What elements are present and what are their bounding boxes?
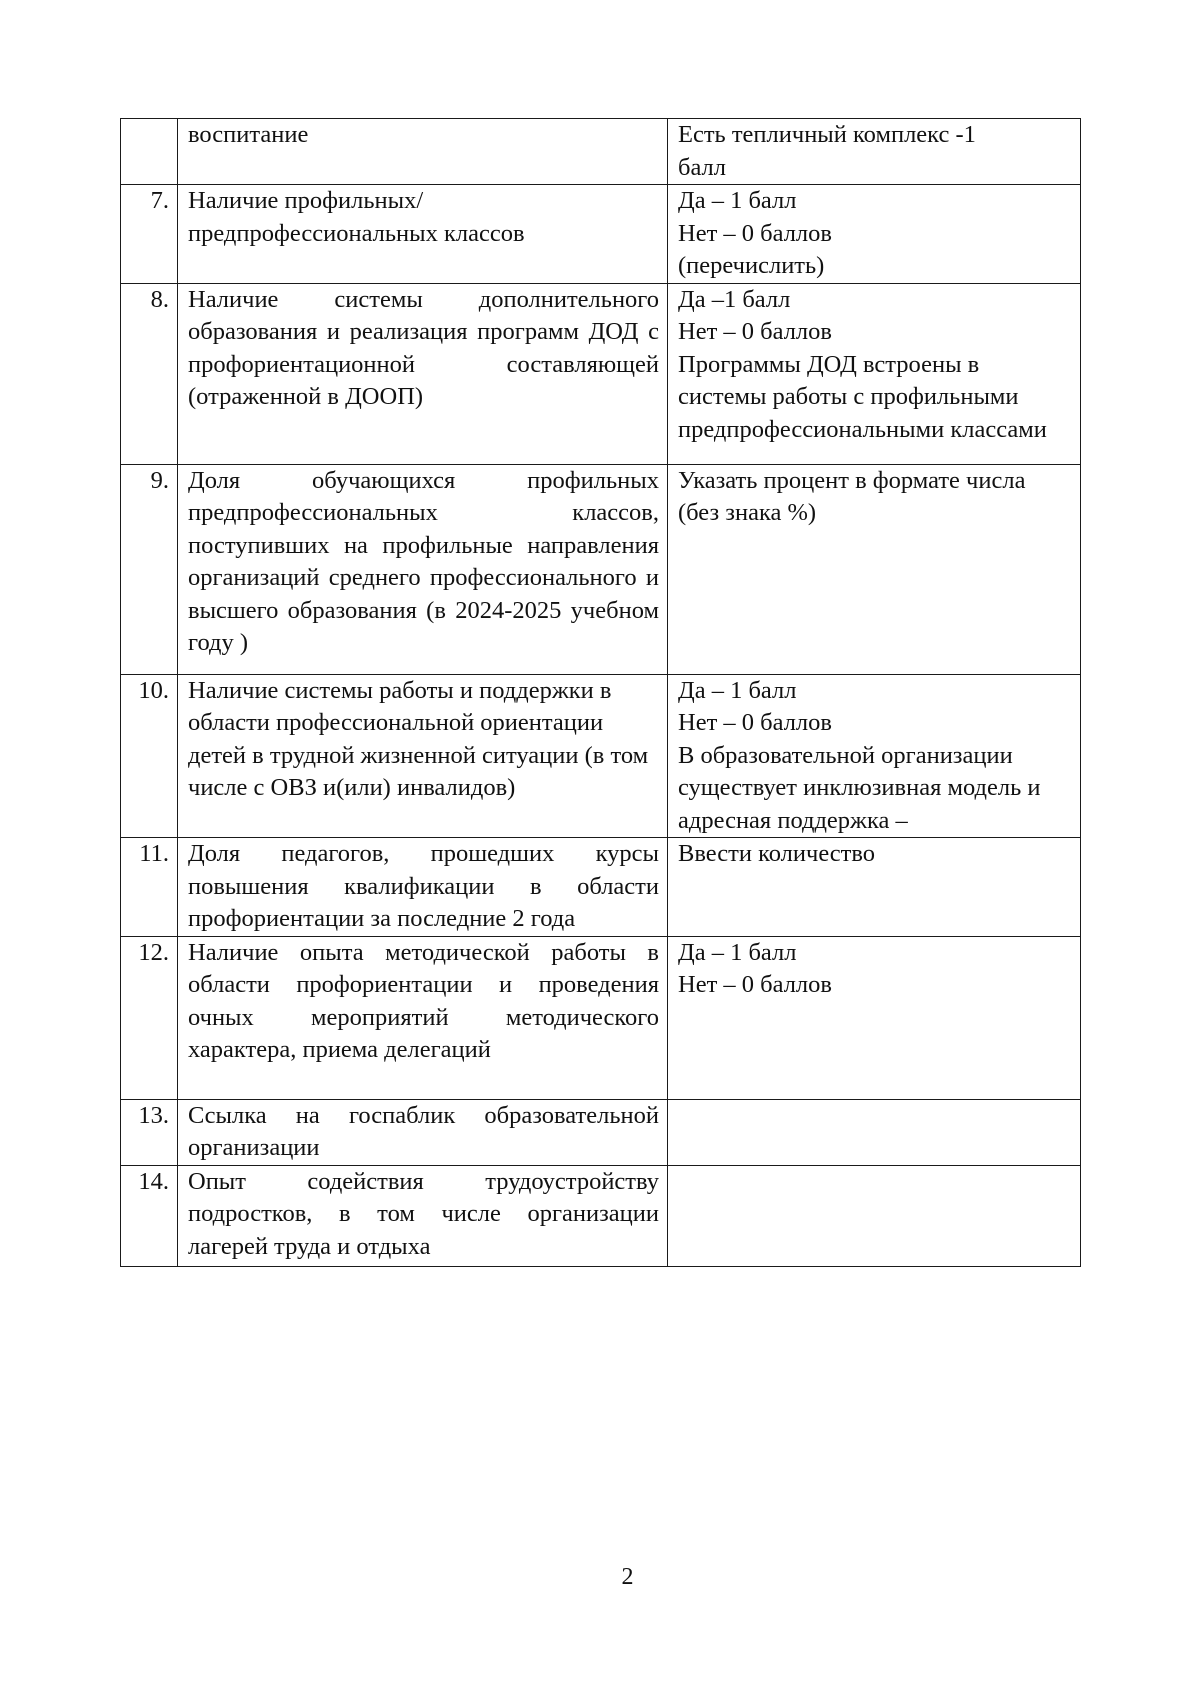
table-row	[121, 936, 1081, 1099]
value-line: Нет – 0 баллов	[678, 219, 832, 247]
table-row	[121, 838, 1081, 937]
criterion-value	[668, 674, 1081, 838]
criterion-value	[668, 119, 1081, 185]
value-line: В образовательной организации существует инклюзивная модель и адресная поддержка –	[678, 741, 1047, 834]
criterion-name: воспитание	[178, 119, 668, 185]
criterion-name: Наличие опыта методической работы в области профориентации и проведения очных мероприятий методического характера, приема делегаций	[178, 936, 668, 1099]
value-line: Указать процент в формате числа (без знака %)	[678, 466, 1032, 526]
table-row	[121, 464, 1081, 674]
table-row	[121, 674, 1081, 838]
value-line: Нет – 0 баллов	[678, 971, 832, 998]
criterion-name: Опыт содействия трудоустройству подростков, в том числе организации лагерей труда и отдыха	[178, 1165, 668, 1266]
value-line: балл	[678, 153, 727, 181]
row-number: 11.	[121, 838, 178, 937]
row-number	[121, 119, 178, 185]
criterion-name: Наличие профильных/ предпрофессиональных классов	[178, 185, 668, 284]
criterion-name: Наличие системы дополнительного образования и реализация программ ДОД с профориентационной составляющей (отраженной в ДООП)	[178, 283, 668, 464]
criterion-value	[668, 838, 1081, 937]
row-number: 13.	[121, 1099, 178, 1165]
criterion-value	[668, 936, 1081, 1099]
row-number: 9.	[121, 464, 178, 674]
value-line: (перечислить)	[678, 252, 825, 279]
value-line: Есть тепличный комплекс -1	[678, 121, 976, 148]
criterion-value	[668, 1099, 1081, 1165]
criterion-value	[668, 464, 1081, 674]
page-number: 2	[621, 1564, 634, 1590]
table-row	[121, 185, 1081, 284]
row-number: 10.	[121, 674, 178, 838]
table-row	[121, 1165, 1081, 1266]
criterion-name: Доля обучающихся профильных предпрофессиональных классов, поступивших на профильные направления организаций среднего профессионального и высшего образования (в 2024-2025 учебном году )	[178, 464, 668, 674]
row-number: 14.	[121, 1165, 178, 1266]
row-number: 7.	[121, 185, 178, 284]
criterion-name: Доля педагогов, прошедших курсы повышения квалификации в области профориентации за последние 2 года	[178, 838, 668, 937]
criterion-value	[668, 283, 1081, 464]
criterion-value	[668, 185, 1081, 284]
value-line: Да –1 балл	[678, 285, 791, 313]
row-number: 12.	[121, 936, 178, 1099]
table-row	[121, 283, 1081, 464]
criterion-name: Наличие системы работы и поддержки в области профессиональной ориентации детей в трудной жизненной ситуации (в том числе с ОВЗ и(или) инвалидов)	[178, 674, 668, 838]
value-line: Да – 1 балл	[678, 676, 797, 704]
row-number: 8.	[121, 283, 178, 464]
value-line: Нет – 0 баллов	[678, 709, 832, 736]
value-line: Да – 1 балл	[678, 187, 797, 214]
criterion-value	[668, 1165, 1081, 1266]
value-line: Да – 1 балл	[678, 938, 797, 966]
value-line: Нет – 0 баллов	[678, 318, 832, 345]
table-row	[121, 119, 1081, 185]
criterion-name: Ссылка на госпаблик образовательной организации	[178, 1099, 668, 1165]
criteria-table	[120, 118, 1081, 1267]
value-line: Ввести количество	[678, 840, 876, 867]
table-row	[121, 1099, 1081, 1165]
value-line: Программы ДОД встроены в системы работы с профильными предпрофессиональными классами	[678, 350, 1047, 443]
